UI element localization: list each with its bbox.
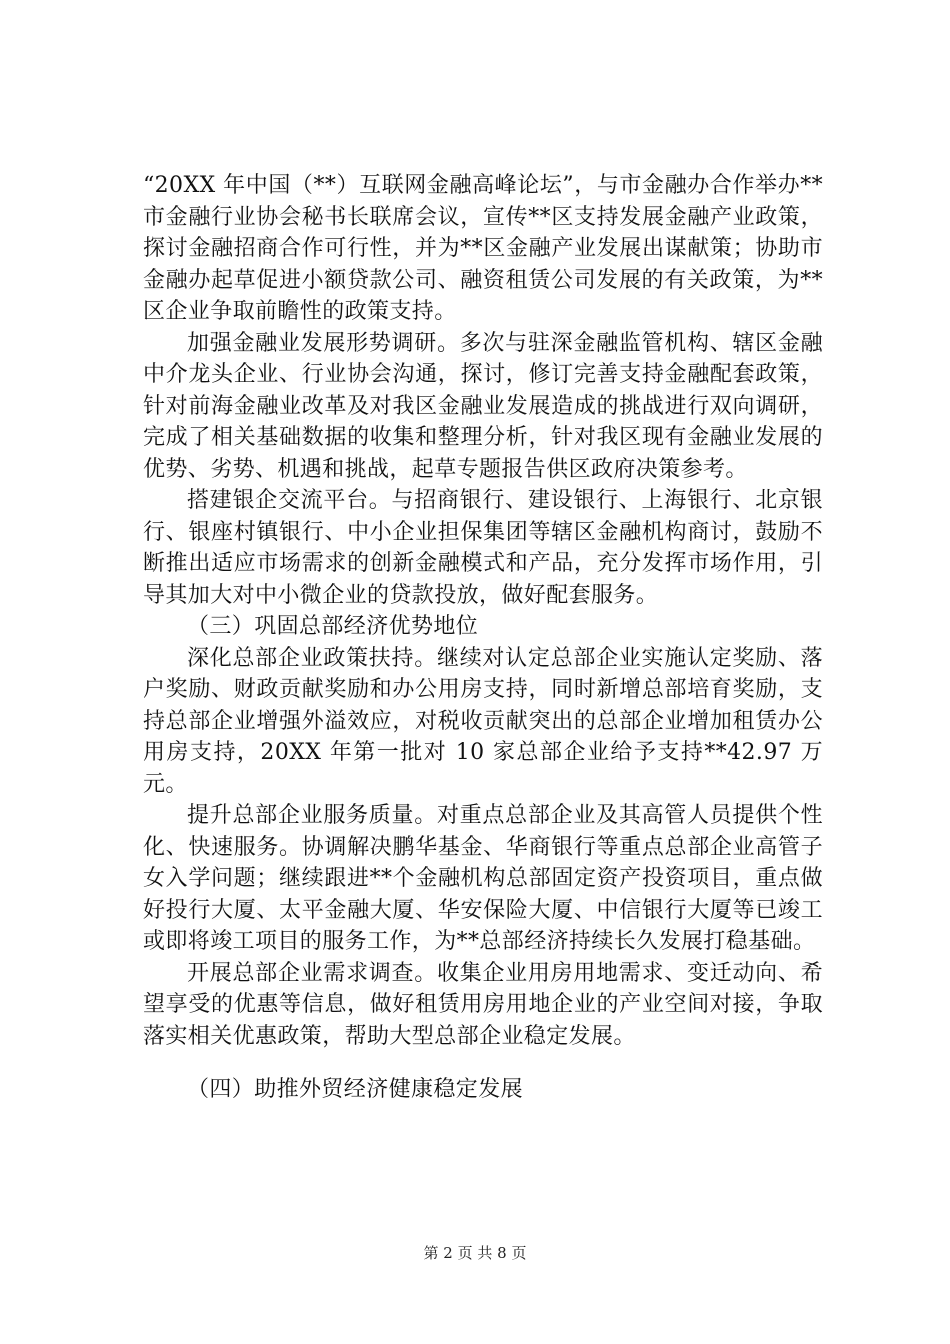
section-heading-4: （四）助推外贸经济健康稳定发展 (187, 1077, 524, 1102)
page-footer: 第 2 页 共 8 页 (423, 1244, 527, 1262)
paragraph-hq-survey: 开展总部企业需求调查。收集企业用房用地需求、变迁动向、希望享受的优惠等信息，做好租赁用房用地企业的产业空间对接，争取落实相关优惠政策，帮助大型总部企业稳定发展。 (143, 960, 823, 1049)
paragraph-hq-service: 提升总部企业服务质量。对重点总部企业及其高管人员提供个性化、快速服务。协调解决鹏华基金、华商银行等重点总部企业高管子女入学问题；继续跟进**个金融机构总部固定资产投资项目，重点做好投行大厦、太平金融大厦、华安保险大厦、中信银行大厦等已竣工或即将竣工项目的服务工作，为**总部经济持续长久发展打稳基础。 (143, 803, 823, 954)
paragraph-forum: “20XX 年中国（**）互联网金融高峰论坛”，与市金融办合作举办**市金融行业协会秘书长联席会议，宣传**区支持发展金融产业政策，探讨金融招商合作可行性，并为**区金融产业发展出谋献策；协助市金融办起草促进小额贷款公司、融资租赁公司发展的有关政策，为**区企业争取前瞻性的政策支持。 (143, 173, 823, 324)
paragraph-finance-research: 加强金融业发展形势调研。多次与驻深金融监管机构、辖区金融中介龙头企业、行业协会沟通，探讨，修订完善支持金融配套政策，针对前海金融业改革及对我区金融业发展造成的挑战进行双向调研，完成了相关基础数据的收集和整理分析，针对我区现有金融业发展的优势、劣势、机遇和挑战，起草专题报告供区政府决策参考。 (143, 330, 823, 482)
section-heading-3: （三）巩固总部经济优势地位 (187, 614, 479, 639)
paragraph-bank-platform: 搭建银企交流平台。与招商银行、建设银行、上海银行、北京银行、银座村镇银行、中小企业担保集团等辖区金融机构商讨，鼓励不断推出适应市场需求的创新金融模式和产品，充分发挥市场作用，引导其加大对中小微企业的贷款投放，做好配套服务。 (143, 488, 823, 608)
paragraph-hq-policy: 深化总部企业政策扶持。继续对认定总部企业实施认定奖励、落户奖励、财政贡献奖励和办公用房支持，同时新增总部培育奖励，支持总部企业增强外溢效应，对税收贡献突出的总部企业增加租赁办公用房支持，20XX 年第一批对 10 家总部企业给予支持**42.97 万元。 (143, 645, 823, 797)
document-body (143, 170, 823, 1106)
